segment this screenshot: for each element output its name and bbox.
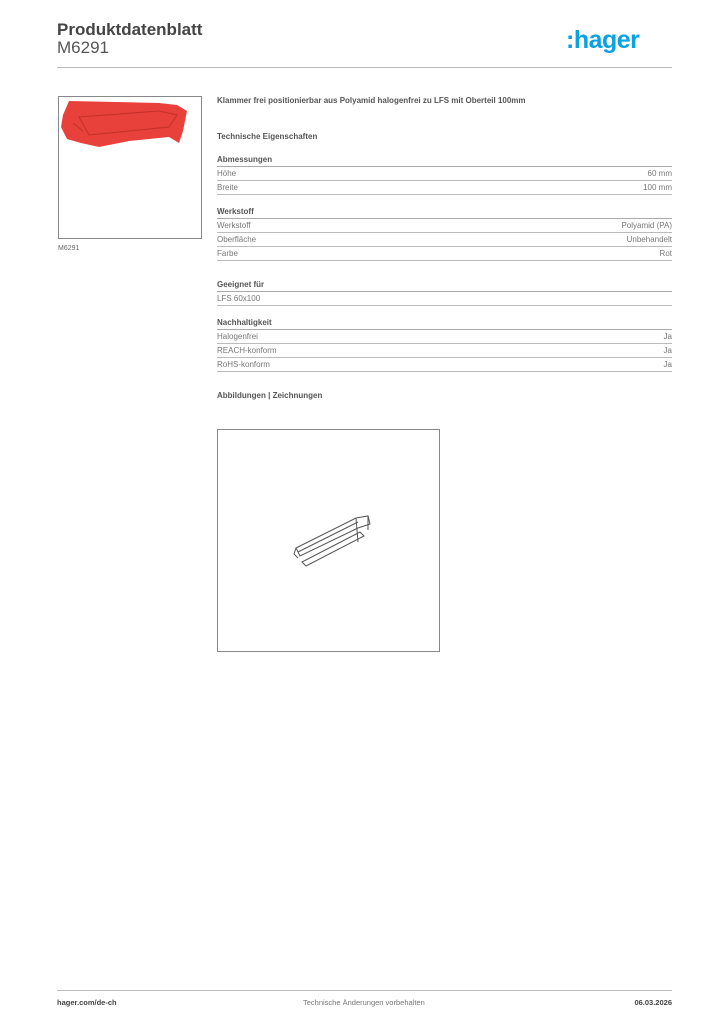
- row-label: Halogenfrei: [217, 332, 258, 341]
- section-geeignet: [217, 280, 672, 306]
- footer-note: Technische Änderungen vorbehalten: [303, 998, 425, 1007]
- image-caption: M6291: [58, 245, 80, 252]
- product-description: Klammer frei positionierbar aus Polyamid halogenfrei zu LFS mit Oberteil 100mm: [217, 96, 526, 105]
- row-label: Breite: [217, 183, 238, 192]
- footer-divider: [57, 990, 672, 991]
- table-row: [217, 233, 672, 247]
- section-title: Werkstoff: [217, 207, 672, 219]
- product-details: [217, 96, 672, 414]
- row-value: 100 mm: [643, 183, 672, 192]
- row-label: Farbe: [217, 249, 238, 258]
- section-werkstoff: [217, 207, 672, 261]
- row-label: REACH-konform: [217, 346, 277, 355]
- section-abmessungen: [217, 155, 672, 195]
- table-row: [217, 247, 672, 261]
- drawing-figure: [217, 429, 440, 652]
- footer-date: 06.03.2026: [634, 998, 672, 1007]
- product-photo-icon: [59, 97, 201, 238]
- header-divider: [57, 67, 672, 68]
- row-value: 60 mm: [647, 169, 672, 178]
- section-title: Geeignet für: [217, 280, 672, 292]
- row-value: Unbehandelt: [626, 235, 672, 244]
- row-label: LFS 60x100: [217, 294, 261, 303]
- product-image: [58, 96, 202, 239]
- clip-drawing-icon: [218, 430, 439, 651]
- table-row: [217, 181, 672, 195]
- page-title: Produktdatenblatt: [57, 20, 203, 39]
- table-row: [217, 330, 672, 344]
- tech-heading: Technische Eigenschaften: [217, 132, 318, 141]
- row-value: Polyamid (PA): [621, 221, 672, 230]
- row-value: Ja: [663, 332, 672, 341]
- row-label: Oberfläche: [217, 235, 257, 244]
- section-title: Nachhaltigkeit: [217, 318, 672, 330]
- hager-logo: :hager: [566, 26, 640, 54]
- row-value: Ja: [663, 346, 672, 355]
- table-row: [217, 358, 672, 372]
- row-value: Rot: [659, 249, 672, 258]
- table-row: [217, 292, 672, 306]
- table-row: [217, 167, 672, 181]
- row-value: Ja: [663, 360, 672, 369]
- figures-heading: Abbildungen | Zeichnungen: [217, 391, 323, 400]
- section-nachhaltigkeit: [217, 318, 672, 372]
- row-label: Höhe: [217, 169, 237, 178]
- footer-url[interactable]: hager.com/de-ch: [57, 998, 117, 1007]
- product-code: M6291: [57, 38, 109, 57]
- section-title: Abmessungen: [217, 155, 672, 167]
- table-row: [217, 344, 672, 358]
- row-label: RoHS-konform: [217, 360, 270, 369]
- table-row: [217, 219, 672, 233]
- row-label: Werkstoff: [217, 221, 251, 230]
